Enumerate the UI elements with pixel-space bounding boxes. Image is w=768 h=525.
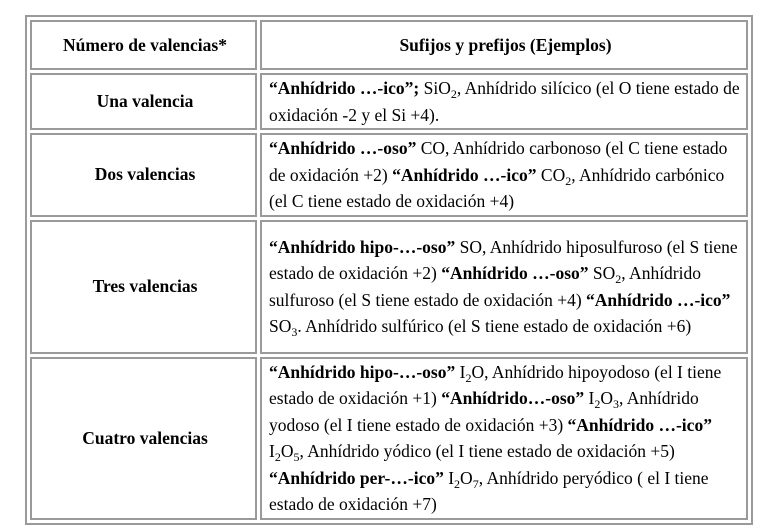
header-valence-count: Número de valencias* (30, 20, 257, 70)
header-row (30, 20, 748, 70)
row-label: Cuatro valencias (30, 357, 257, 520)
naming-rule: “Anhídrido …-ico” (567, 414, 712, 435)
naming-rule: “Anhídrido hipo-…-oso” (269, 236, 456, 257)
row-description: “Anhídrido hipo-…-oso” SO, Anhídrido hiposulfuroso (el S tiene estado de oxidación +2) “Anhídrido …-oso” $SO_2$, Anhídrido sulfuroso (el S tiene estado de oxidación +4) “Anhídrido …-ico” $SO_3$. Anhídrido sulfúrico (el S tiene estado de oxidación +6) (260, 220, 748, 354)
naming-rule: “Anhídrido …-ico” (586, 289, 731, 310)
header-suffixes-prefixes: Sufijos y prefijos (Ejemplos) (260, 20, 748, 70)
table-row (30, 220, 748, 354)
row-label: Dos valencias (30, 133, 257, 217)
row-label: Una valencia (30, 73, 257, 130)
valences-table (25, 15, 753, 525)
naming-rule: “Anhídrido …-ico” (392, 164, 537, 185)
table-row (30, 357, 748, 520)
row-description: “Anhídrido hipo-…-oso” $I_2O$, Anhídrido hipoyodoso (el I tiene estado de oxidación +1) “Anhídrido…-oso” $I_2O_3$, Anhídrido yodoso (el I tiene estado de oxidación +3) “Anhídrido …-ico” $I_2O_5$, Anhídrido yódico (el I tiene estado de oxidación +5) “Anhídrido per-…-ico” $I_2O_7$, Anhídrido peryódico ( el I tiene estado de oxidación +7) (260, 357, 748, 520)
row-label: Tres valencias (30, 220, 257, 354)
naming-rule: “Anhídrido hipo-…-oso” (269, 361, 456, 382)
table-row (30, 73, 748, 130)
naming-rule: “Anhídrido …-oso” (269, 138, 417, 158)
row-description: “Anhídrido …-oso” CO, Anhídrido carbonoso (el C tiene estado de oxidación +2) “Anhídrido …-ico” $CO_2$, Anhídrido carbónico (el C tiene estado de oxidación +4) (260, 133, 748, 217)
table-row (30, 133, 748, 217)
row-description: “Anhídrido …-ico”; SiO$_2$, Anhídrido silícico (el O tiene estado de oxidación -2 y el Si +4). (260, 73, 748, 130)
naming-rule: “Anhídrido …-oso” (441, 263, 589, 283)
naming-rule: “Anhídrido …-ico”; (269, 78, 420, 98)
naming-rule: “Anhídrido per-…-ico” (269, 467, 444, 488)
naming-rule: “Anhídrido…-oso” (441, 388, 585, 408)
